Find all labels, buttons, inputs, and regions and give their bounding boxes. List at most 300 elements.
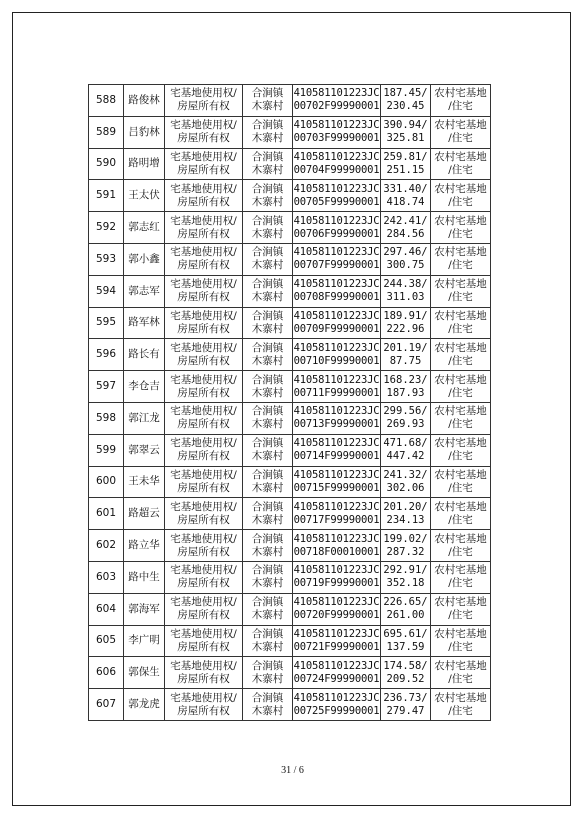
unit-code-line-1: 410581101223JC xyxy=(293,119,380,132)
location-line-1: 合涧镇 xyxy=(251,341,284,354)
land-use-cell xyxy=(431,275,491,307)
land-use-line-1: 农村宅基地 xyxy=(434,373,487,386)
right-type-line-2: 房屋所有权 xyxy=(177,418,230,431)
right-type-line-2: 房屋所有权 xyxy=(177,100,230,113)
area-cell xyxy=(381,212,431,244)
right-type-cell xyxy=(165,275,243,307)
location-line-2: 木寨村 xyxy=(251,386,284,399)
location-line-2: 木寨村 xyxy=(251,640,284,653)
land-use-cell xyxy=(431,434,491,466)
owner-name-cell xyxy=(124,275,165,307)
owner-name-cell xyxy=(124,561,165,593)
right-type-cell xyxy=(165,180,243,212)
land-use-cell xyxy=(431,339,491,371)
land-use-cell xyxy=(431,657,491,689)
unit-code-line-2: 00707F99990001 xyxy=(293,259,380,272)
location-cell xyxy=(243,466,293,498)
land-use-cell xyxy=(431,180,491,212)
location-cell xyxy=(243,371,293,403)
area-line-2: 269.93 xyxy=(386,418,425,431)
location-cell xyxy=(243,689,293,721)
location-line-2: 木寨村 xyxy=(251,672,284,685)
area-line-2: 261.00 xyxy=(386,609,425,622)
right-type-cell xyxy=(165,434,243,466)
right-type-line-1: 宅基地使用权/ xyxy=(170,182,237,195)
right-type-line-1: 宅基地使用权/ xyxy=(170,500,237,513)
area-line-2: 251.15 xyxy=(386,163,425,176)
record-number-cell xyxy=(89,371,124,403)
right-type-cell xyxy=(165,307,243,339)
unit-code-line-2: 00715F99990001 xyxy=(293,481,380,494)
record-number-cell xyxy=(89,275,124,307)
area-line-1: 189.91/ xyxy=(383,309,428,322)
right-type-line-1: 宅基地使用权/ xyxy=(170,373,237,386)
table-row xyxy=(89,339,491,371)
owner-name-cell xyxy=(124,307,165,339)
right-type-cell xyxy=(165,689,243,721)
unit-code-cell xyxy=(293,657,381,689)
unit-code-line-1: 410581101223JC xyxy=(293,373,380,386)
right-type-cell xyxy=(165,371,243,403)
owner-name-cell xyxy=(124,530,165,562)
owner-name-line-1: 郭龙虎 xyxy=(128,698,160,711)
owner-name-cell xyxy=(124,148,165,180)
unit-code-line-2: 00704F99990001 xyxy=(293,163,380,176)
unit-code-cell xyxy=(293,339,381,371)
unit-code-line-1: 410581101223JC xyxy=(293,150,380,163)
owner-name-line-1: 路俊林 xyxy=(128,93,160,106)
right-type-line-2: 房屋所有权 xyxy=(177,577,230,590)
area-line-1: 471.68/ xyxy=(383,437,428,450)
location-line-1: 合涧镇 xyxy=(251,214,284,227)
unit-code-line-1: 410581101223JC xyxy=(293,278,380,291)
owner-name-cell xyxy=(124,85,165,117)
record-number-cell xyxy=(89,339,124,371)
record-number-cell xyxy=(89,307,124,339)
location-cell xyxy=(243,593,293,625)
unit-code-line-2: 00709F99990001 xyxy=(293,322,380,335)
location-line-2: 木寨村 xyxy=(251,545,284,558)
owner-name-cell xyxy=(124,689,165,721)
table-row xyxy=(89,466,491,498)
area-line-2: 418.74 xyxy=(386,195,425,208)
area-line-2: 300.75 xyxy=(386,259,425,272)
area-line-2: 230.45 xyxy=(386,100,425,113)
location-cell xyxy=(243,243,293,275)
area-line-2: 209.52 xyxy=(386,672,425,685)
unit-code-line-2: 00708F99990001 xyxy=(293,291,380,304)
area-cell xyxy=(381,148,431,180)
table-row xyxy=(89,85,491,117)
record-number-line-1: 601 xyxy=(95,507,117,520)
right-type-line-1: 宅基地使用权/ xyxy=(170,468,237,481)
owner-name-cell xyxy=(124,243,165,275)
unit-code-line-2: 00719F99990001 xyxy=(293,577,380,590)
record-number-line-1: 598 xyxy=(95,411,117,424)
owner-name-cell xyxy=(124,498,165,530)
table-row xyxy=(89,657,491,689)
record-number-line-1: 605 xyxy=(95,634,117,647)
owner-name-line-1: 李仓吉 xyxy=(128,380,160,393)
unit-code-cell xyxy=(293,243,381,275)
owner-name-cell xyxy=(124,371,165,403)
record-number-cell xyxy=(89,212,124,244)
area-cell xyxy=(381,85,431,117)
location-line-2: 木寨村 xyxy=(251,100,284,113)
unit-code-line-2: 00702F99990001 xyxy=(293,100,380,113)
record-number-cell xyxy=(89,657,124,689)
owner-name-line-1: 路中生 xyxy=(128,570,160,583)
location-line-2: 木寨村 xyxy=(251,354,284,367)
area-cell xyxy=(381,657,431,689)
right-type-line-2: 房屋所有权 xyxy=(177,195,230,208)
right-type-line-2: 房屋所有权 xyxy=(177,513,230,526)
location-line-1: 合涧镇 xyxy=(251,246,284,259)
land-use-line-2: /住宅 xyxy=(448,513,473,526)
right-type-line-2: 房屋所有权 xyxy=(177,481,230,494)
right-type-line-1: 宅基地使用权/ xyxy=(170,341,237,354)
right-type-line-1: 宅基地使用权/ xyxy=(170,564,237,577)
record-number-line-1: 590 xyxy=(95,157,117,170)
unit-code-cell xyxy=(293,466,381,498)
right-type-cell xyxy=(165,561,243,593)
unit-code-cell xyxy=(293,402,381,434)
location-line-2: 木寨村 xyxy=(251,481,284,494)
record-number-cell xyxy=(89,85,124,117)
table-row xyxy=(89,689,491,721)
table-row xyxy=(89,243,491,275)
location-line-2: 木寨村 xyxy=(251,577,284,590)
record-number-cell xyxy=(89,593,124,625)
right-type-line-2: 房屋所有权 xyxy=(177,545,230,558)
unit-code-line-1: 410581101223JC xyxy=(293,500,380,513)
right-type-cell xyxy=(165,402,243,434)
land-use-line-1: 农村宅基地 xyxy=(434,309,487,322)
unit-code-cell xyxy=(293,116,381,148)
land-use-cell xyxy=(431,243,491,275)
area-cell xyxy=(381,498,431,530)
land-use-line-2: /住宅 xyxy=(448,672,473,685)
location-line-2: 木寨村 xyxy=(251,450,284,463)
land-use-line-2: /住宅 xyxy=(448,163,473,176)
area-line-2: 187.93 xyxy=(386,386,425,399)
record-number-cell xyxy=(89,498,124,530)
land-use-cell xyxy=(431,148,491,180)
record-number-cell xyxy=(89,466,124,498)
land-use-cell xyxy=(431,593,491,625)
land-use-line-2: /住宅 xyxy=(448,577,473,590)
land-use-line-1: 农村宅基地 xyxy=(434,659,487,672)
unit-code-cell xyxy=(293,180,381,212)
area-line-1: 226.65/ xyxy=(383,596,428,609)
location-line-2: 木寨村 xyxy=(251,513,284,526)
owner-name-cell xyxy=(124,339,165,371)
area-line-1: 390.94/ xyxy=(383,119,428,132)
right-type-line-2: 房屋所有权 xyxy=(177,132,230,145)
location-cell xyxy=(243,402,293,434)
area-line-1: 292.91/ xyxy=(383,564,428,577)
land-use-line-2: /住宅 xyxy=(448,704,473,717)
area-line-1: 199.02/ xyxy=(383,532,428,545)
location-cell xyxy=(243,498,293,530)
record-number-cell xyxy=(89,530,124,562)
owner-name-line-1: 王未华 xyxy=(128,475,160,488)
owner-name-cell xyxy=(124,180,165,212)
right-type-cell xyxy=(165,85,243,117)
area-line-2: 137.59 xyxy=(386,640,425,653)
area-cell xyxy=(381,593,431,625)
unit-code-line-1: 410581101223JC xyxy=(293,627,380,640)
owner-name-line-1: 郭小鑫 xyxy=(128,252,160,265)
location-cell xyxy=(243,212,293,244)
unit-code-line-1: 410581101223JC xyxy=(293,405,380,418)
owner-name-line-1: 郭海军 xyxy=(128,602,160,615)
location-line-1: 合涧镇 xyxy=(251,182,284,195)
owner-name-line-1: 吕豹林 xyxy=(128,125,160,138)
area-line-2: 279.47 xyxy=(386,704,425,717)
location-line-1: 合涧镇 xyxy=(251,659,284,672)
unit-code-cell xyxy=(293,498,381,530)
page-number: 31 / 6 xyxy=(281,765,304,776)
record-number-cell xyxy=(89,402,124,434)
land-use-line-2: /住宅 xyxy=(448,291,473,304)
location-line-1: 合涧镇 xyxy=(251,691,284,704)
location-line-2: 木寨村 xyxy=(251,259,284,272)
right-type-cell xyxy=(165,625,243,657)
table-row xyxy=(89,275,491,307)
record-number-line-1: 588 xyxy=(95,93,117,106)
right-type-line-2: 房屋所有权 xyxy=(177,386,230,399)
land-use-line-1: 农村宅基地 xyxy=(434,278,487,291)
unit-code-line-1: 410581101223JC xyxy=(293,341,380,354)
location-line-1: 合涧镇 xyxy=(251,119,284,132)
area-line-2: 287.32 xyxy=(386,545,425,558)
unit-code-line-2: 00724F99990001 xyxy=(293,672,380,685)
unit-code-line-1: 410581101223JC xyxy=(293,532,380,545)
location-line-2: 木寨村 xyxy=(251,163,284,176)
land-use-line-1: 农村宅基地 xyxy=(434,596,487,609)
unit-code-line-1: 410581101223JC xyxy=(293,214,380,227)
location-line-1: 合涧镇 xyxy=(251,150,284,163)
record-number-line-1: 604 xyxy=(95,602,117,615)
owner-name-cell xyxy=(124,657,165,689)
land-use-line-2: /住宅 xyxy=(448,609,473,622)
table-row xyxy=(89,434,491,466)
land-use-line-1: 农村宅基地 xyxy=(434,500,487,513)
record-number-line-1: 589 xyxy=(95,125,117,138)
record-number-cell xyxy=(89,625,124,657)
right-type-line-1: 宅基地使用权/ xyxy=(170,87,237,100)
land-use-cell xyxy=(431,625,491,657)
area-line-1: 244.38/ xyxy=(383,278,428,291)
right-type-line-2: 房屋所有权 xyxy=(177,354,230,367)
right-type-line-2: 房屋所有权 xyxy=(177,609,230,622)
table-row xyxy=(89,371,491,403)
location-line-1: 合涧镇 xyxy=(251,596,284,609)
land-use-line-2: /住宅 xyxy=(448,259,473,272)
location-line-1: 合涧镇 xyxy=(251,627,284,640)
area-line-1: 695.61/ xyxy=(383,627,428,640)
area-line-2: 284.56 xyxy=(386,227,425,240)
area-line-1: 259.81/ xyxy=(383,150,428,163)
record-number-line-1: 594 xyxy=(95,284,117,297)
right-type-cell xyxy=(165,466,243,498)
area-cell xyxy=(381,307,431,339)
unit-code-line-2: 00717F99990001 xyxy=(293,513,380,526)
land-use-cell xyxy=(431,116,491,148)
right-type-cell xyxy=(165,243,243,275)
location-line-1: 合涧镇 xyxy=(251,405,284,418)
record-number-line-1: 595 xyxy=(95,316,117,329)
owner-name-line-1: 郭保生 xyxy=(128,666,160,679)
right-type-cell xyxy=(165,339,243,371)
right-type-line-1: 宅基地使用权/ xyxy=(170,405,237,418)
owner-name-line-1: 路长有 xyxy=(128,348,160,361)
land-use-line-1: 农村宅基地 xyxy=(434,214,487,227)
right-type-line-2: 房屋所有权 xyxy=(177,259,230,272)
location-line-1: 合涧镇 xyxy=(251,468,284,481)
record-number-line-1: 593 xyxy=(95,252,117,265)
location-cell xyxy=(243,85,293,117)
location-line-1: 合涧镇 xyxy=(251,278,284,291)
land-use-cell xyxy=(431,85,491,117)
land-use-cell xyxy=(431,307,491,339)
right-type-line-2: 房屋所有权 xyxy=(177,450,230,463)
land-use-line-1: 农村宅基地 xyxy=(434,437,487,450)
owner-name-cell xyxy=(124,466,165,498)
land-use-line-1: 农村宅基地 xyxy=(434,532,487,545)
right-type-line-2: 房屋所有权 xyxy=(177,291,230,304)
land-use-line-2: /住宅 xyxy=(448,100,473,113)
owner-name-line-1: 郭志红 xyxy=(128,221,160,234)
area-line-1: 174.58/ xyxy=(383,659,428,672)
area-cell xyxy=(381,180,431,212)
unit-code-cell xyxy=(293,561,381,593)
record-number-line-1: 600 xyxy=(95,475,117,488)
land-use-line-1: 农村宅基地 xyxy=(434,405,487,418)
table-row xyxy=(89,307,491,339)
owner-name-cell xyxy=(124,593,165,625)
area-cell xyxy=(381,530,431,562)
location-cell xyxy=(243,530,293,562)
location-line-1: 合涧镇 xyxy=(251,564,284,577)
area-line-1: 241.32/ xyxy=(383,468,428,481)
right-type-line-1: 宅基地使用权/ xyxy=(170,437,237,450)
location-line-1: 合涧镇 xyxy=(251,309,284,322)
unit-code-cell xyxy=(293,212,381,244)
location-cell xyxy=(243,657,293,689)
unit-code-line-2: 00720F99990001 xyxy=(293,609,380,622)
owner-name-line-1: 王太伏 xyxy=(128,189,160,202)
land-use-cell xyxy=(431,689,491,721)
unit-code-line-2: 00703F99990001 xyxy=(293,132,380,145)
land-use-line-1: 农村宅基地 xyxy=(434,627,487,640)
location-line-1: 合涧镇 xyxy=(251,532,284,545)
land-use-line-2: /住宅 xyxy=(448,545,473,558)
right-type-line-1: 宅基地使用权/ xyxy=(170,627,237,640)
location-line-2: 木寨村 xyxy=(251,704,284,717)
area-line-1: 201.19/ xyxy=(383,341,428,354)
right-type-line-1: 宅基地使用权/ xyxy=(170,659,237,672)
owner-name-cell xyxy=(124,116,165,148)
area-cell xyxy=(381,275,431,307)
right-type-line-2: 房屋所有权 xyxy=(177,322,230,335)
location-line-2: 木寨村 xyxy=(251,418,284,431)
area-cell xyxy=(381,339,431,371)
land-use-cell xyxy=(431,530,491,562)
unit-code-line-1: 410581101223JC xyxy=(293,564,380,577)
unit-code-line-1: 410581101223JC xyxy=(293,468,380,481)
record-number-cell xyxy=(89,180,124,212)
owner-name-line-1: 路军林 xyxy=(128,316,160,329)
owner-name-line-1: 李广明 xyxy=(128,634,160,647)
records-table-body xyxy=(89,85,491,721)
record-number-cell xyxy=(89,116,124,148)
area-cell xyxy=(381,243,431,275)
land-use-line-1: 农村宅基地 xyxy=(434,150,487,163)
area-line-1: 168.23/ xyxy=(383,373,428,386)
location-line-2: 木寨村 xyxy=(251,609,284,622)
record-number-line-1: 591 xyxy=(95,189,117,202)
land-use-line-1: 农村宅基地 xyxy=(434,468,487,481)
unit-code-cell xyxy=(293,625,381,657)
unit-code-cell xyxy=(293,371,381,403)
land-use-line-2: /住宅 xyxy=(448,481,473,494)
table-row xyxy=(89,593,491,625)
location-cell xyxy=(243,180,293,212)
land-use-cell xyxy=(431,402,491,434)
unit-code-cell xyxy=(293,689,381,721)
land-use-line-1: 农村宅基地 xyxy=(434,246,487,259)
owner-name-cell xyxy=(124,625,165,657)
record-number-line-1: 599 xyxy=(95,443,117,456)
unit-code-line-2: 00706F99990001 xyxy=(293,227,380,240)
right-type-cell xyxy=(165,498,243,530)
unit-code-cell xyxy=(293,530,381,562)
land-use-line-2: /住宅 xyxy=(448,195,473,208)
unit-code-line-2: 00714F99990001 xyxy=(293,450,380,463)
owner-name-cell xyxy=(124,402,165,434)
location-line-2: 木寨村 xyxy=(251,132,284,145)
area-line-1: 236.73/ xyxy=(383,691,428,704)
area-cell xyxy=(381,689,431,721)
owner-name-cell xyxy=(124,212,165,244)
owner-name-line-1: 路立华 xyxy=(128,539,160,552)
right-type-line-2: 房屋所有权 xyxy=(177,672,230,685)
record-number-cell xyxy=(89,689,124,721)
record-number-line-1: 602 xyxy=(95,539,117,552)
land-use-line-2: /住宅 xyxy=(448,354,473,367)
record-number-cell xyxy=(89,243,124,275)
unit-code-cell xyxy=(293,85,381,117)
area-cell xyxy=(381,466,431,498)
unit-code-line-1: 410581101223JC xyxy=(293,659,380,672)
area-line-2: 447.42 xyxy=(386,450,425,463)
unit-code-line-2: 00711F99990001 xyxy=(293,386,380,399)
owner-name-line-1: 郭志军 xyxy=(128,284,160,297)
record-number-line-1: 607 xyxy=(95,698,117,711)
unit-code-line-1: 410581101223JC xyxy=(293,691,380,704)
table-row xyxy=(89,148,491,180)
location-line-2: 木寨村 xyxy=(251,227,284,240)
area-line-2: 311.03 xyxy=(386,291,425,304)
table-row xyxy=(89,498,491,530)
unit-code-line-2: 00721F99990001 xyxy=(293,640,380,653)
location-cell xyxy=(243,434,293,466)
location-cell xyxy=(243,307,293,339)
right-type-line-2: 房屋所有权 xyxy=(177,227,230,240)
land-use-line-1: 农村宅基地 xyxy=(434,564,487,577)
